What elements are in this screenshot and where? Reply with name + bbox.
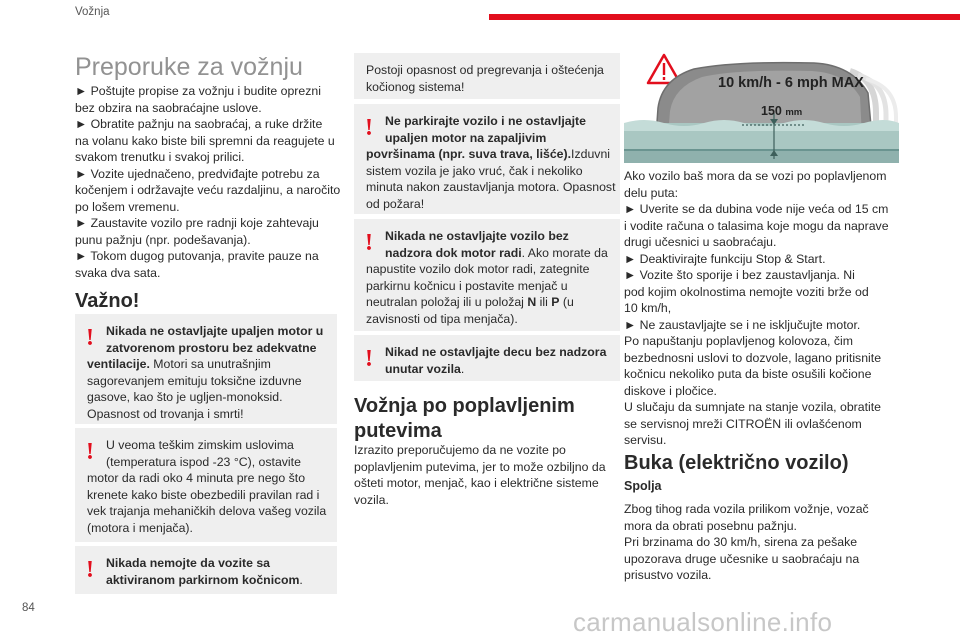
text-line: upozorava druge učesnike u saobraćaju na — [624, 551, 860, 566]
exclamation-icon: ! — [365, 230, 373, 256]
text-line: kočionog sistema! — [366, 79, 465, 94]
warning-bold: ventilacije. — [87, 357, 150, 371]
text-line: po lošem vremenu. — [75, 199, 180, 214]
text-line: Zbog tihog rada vozila prilikom vožnje, vozač — [624, 502, 869, 516]
text-line: svaka dva sata. — [75, 265, 161, 280]
warning-bold: aktiviranom parkirnom kočnicom — [106, 572, 300, 587]
watermark: carmanualsonline.info — [573, 607, 833, 637]
noise-text — [624, 501, 869, 584]
warning-plain: . Ako morate da — [521, 245, 608, 260]
flooded-roads-heading — [354, 394, 575, 444]
heading-line: Vožnja po poplavljenim — [354, 395, 575, 417]
text-line: ošteti motor, menjač, kao i električne sisteme — [354, 476, 599, 490]
text-line: servisu. — [624, 433, 667, 447]
text-line: prisustvo vozila. — [624, 568, 712, 582]
warning-bold: nadzora dok motor radi — [385, 245, 522, 260]
warning-bold: Nikada nemojte da vozite sa — [106, 556, 271, 570]
depth-unit: mm — [785, 107, 803, 118]
noise-heading: Buka (električno vozilo) — [624, 452, 849, 474]
driving-recommendations-text — [75, 83, 340, 281]
text-line: ► Ne zaustavljajte se i ne isključujte motor. — [624, 317, 861, 332]
section-title: Preporuke za vožnju — [75, 53, 303, 81]
text-line: Po napuštanju poplavljenog kolovoza, čim — [624, 334, 854, 348]
text-line: diskove i pločice. — [624, 383, 717, 398]
text-line: kočenjem i održavajte veću razdaljinu, a naročito — [75, 183, 341, 197]
exclamation-icon: ! — [365, 346, 373, 372]
warning-bold: Nikada ne ostavljajte upaljen motor u — [106, 324, 324, 338]
warning-bold: Nikada ne ostavljajte vozilo bez — [385, 229, 569, 243]
text-line: sagorevanjem emituju toksične izduvne — [87, 373, 302, 388]
text-line: Postoji opasnost od pregrevanja i oštećenja — [366, 63, 604, 77]
warning-text — [366, 344, 606, 377]
text-line: ► Deaktivirajte funkciju Stop & Start. — [624, 251, 826, 266]
exclamation-icon: ! — [86, 325, 94, 351]
depth-value: 150 — [761, 104, 782, 118]
text-line: (motora i menjača). — [87, 520, 193, 535]
warning-plain: . — [460, 361, 465, 376]
text-line: napustite vozilo dok motor radi, zategnite — [366, 262, 590, 276]
text-line: ► Zaustavite vozilo pre radnji koje zahtevaju — [75, 216, 319, 230]
text-line: minuta nakon zaustavljanja motora. Opasnost — [366, 180, 616, 194]
text-line: Izrazito preporučujemo da ne vozite po — [354, 443, 566, 457]
warning-bold: Ne parkirajte vozilo i ne ostavljajte — [385, 114, 586, 128]
warning-plain: Izduvni — [571, 147, 611, 161]
exclamation-icon: ! — [86, 557, 94, 583]
warning-bold: zatvorenom prostoru bez adekvatne — [106, 340, 317, 355]
text-line: i vodite računa o talasima koje mogu da naprave — [624, 218, 889, 233]
text-line: krenete kako biste obezbedili pravilan rad i — [87, 487, 320, 502]
text-line: pod kojim okolnostima nemojte voziti brže od — [624, 284, 869, 299]
text-line: ► Vozite što sporije i bez zaustavljanja. Ni — [624, 268, 855, 282]
warning-text — [87, 555, 303, 588]
text-line: bezbednosni uslovi to dozvole, lagano pritisnite — [624, 350, 882, 365]
text-line: na volanu kako biste bili spremni da reagujete u — [75, 133, 335, 148]
text-line: Ako vozilo baš mora da se vozi po poplavljenom — [624, 169, 887, 183]
text-line: drugi učesnici u saobraćaju. — [624, 235, 777, 249]
warning-plain: Motori sa unutrašnjim — [149, 357, 271, 371]
text-line: zavisnosti od tipa menjača). — [366, 311, 518, 326]
warning-text — [366, 113, 616, 212]
text-line: ► Vozite ujednačeno, predviđajte potrebu za — [75, 166, 320, 181]
warning-bold: upaljen motor na zapaljivim — [385, 130, 547, 145]
text-line: Opasnost od trovanja i smrti! — [87, 406, 244, 421]
warning-plain: ili — [536, 295, 552, 309]
text-line: vozila. — [354, 492, 389, 507]
warning-text — [87, 323, 323, 422]
text-line: ► Uverite se da dubina vode nije veća od 15 cm — [624, 202, 889, 216]
important-heading: Važno! — [75, 290, 140, 312]
text-line: mora da obrati posebnu pažnju. — [624, 518, 797, 533]
text-line: sistem vozila je jako vruć, čak i nekoliko — [366, 163, 583, 178]
warning-box-children — [354, 335, 620, 381]
flooded-driving-instructions — [624, 168, 889, 449]
text-line: se servisnoj mreži CITROËN ili ovlašćenom — [624, 416, 862, 431]
running-header: Vožnja — [75, 6, 110, 18]
text-line: motor da radi oko 4 minuta pre nego što — [87, 471, 306, 485]
water-depth-label — [761, 104, 802, 118]
text-line: 10 km/h, — [624, 301, 672, 315]
text-line: bez obzira na saobraćajne uslove. — [75, 100, 262, 115]
gear-position-p: P — [551, 295, 560, 309]
exclamation-icon: ! — [365, 115, 373, 141]
note-box-overheating — [354, 53, 620, 99]
text-line: U slučaju da sumnjate na stanje vozila, obratite — [624, 400, 882, 414]
text-line: svakom trenutku i svakoj prilici. — [75, 150, 245, 164]
warning-bold: površinama (npr. suva trava, lišće). — [366, 147, 572, 161]
flooded-road-illustration — [624, 53, 899, 163]
text-line: poplavljenim putevima, jer to može ozbiljno da — [354, 459, 606, 474]
warning-bold: Nikad ne ostavljajte decu bez nadzora — [385, 345, 607, 359]
outside-subheading: Spolja — [624, 479, 662, 493]
text-line: od požara! — [366, 196, 425, 211]
warning-box-winter — [75, 428, 337, 542]
warning-plain: (u — [559, 295, 574, 309]
max-speed-label: 10 km/h - 6 mph MAX — [718, 75, 864, 91]
warning-box-ventilation — [75, 314, 337, 424]
warning-text — [366, 228, 608, 327]
text-line: ► Obratite pažnju na saobraćaj, a ruke držite — [75, 117, 323, 131]
text-line: punu pažnju (npr. podešavanja). — [75, 232, 251, 247]
warning-box-flammable-surface — [354, 104, 620, 214]
warning-box-parking-brake — [75, 546, 337, 594]
section-color-bar — [489, 14, 960, 20]
note-text — [366, 62, 604, 95]
text-line: delu puta: — [624, 185, 679, 200]
page-number: 84 — [22, 602, 35, 614]
gear-position-n: N — [527, 295, 537, 309]
text-line: vek trajanja mehaničkih delova vašeg vozila — [87, 504, 327, 518]
warning-box-unattended-vehicle — [354, 219, 620, 331]
flooded-roads-text — [354, 442, 606, 508]
warning-plain: . — [299, 572, 303, 587]
text-line: U veoma teškim zimskim uslovima — [106, 438, 294, 452]
warning-text — [87, 437, 326, 536]
text-line: ► Tokom dugog putovanja, pravite pauze na — [75, 249, 319, 263]
text-line: parkirnu kočnicu i postavite menjač u — [366, 278, 568, 293]
text-line: (temperatura ispod -23 °C), ostavite — [106, 454, 301, 469]
text-line: kočnicu nekoliko puta da biste osušili kočione — [624, 367, 872, 381]
warning-plain: neutralan položaj ili u položaj — [366, 295, 528, 309]
text-line: Pri brzinama do 30 km/h, sirena za pešake — [624, 535, 858, 549]
text-line: ► Poštujte propise za vožnju i budite oprezni — [75, 84, 321, 98]
warning-bold: unutar vozila — [385, 361, 461, 376]
heading-line: putevima — [354, 420, 442, 442]
text-line: gasove, kao što je ugljen-monoksid. — [87, 390, 283, 404]
exclamation-icon: ! — [86, 439, 94, 465]
